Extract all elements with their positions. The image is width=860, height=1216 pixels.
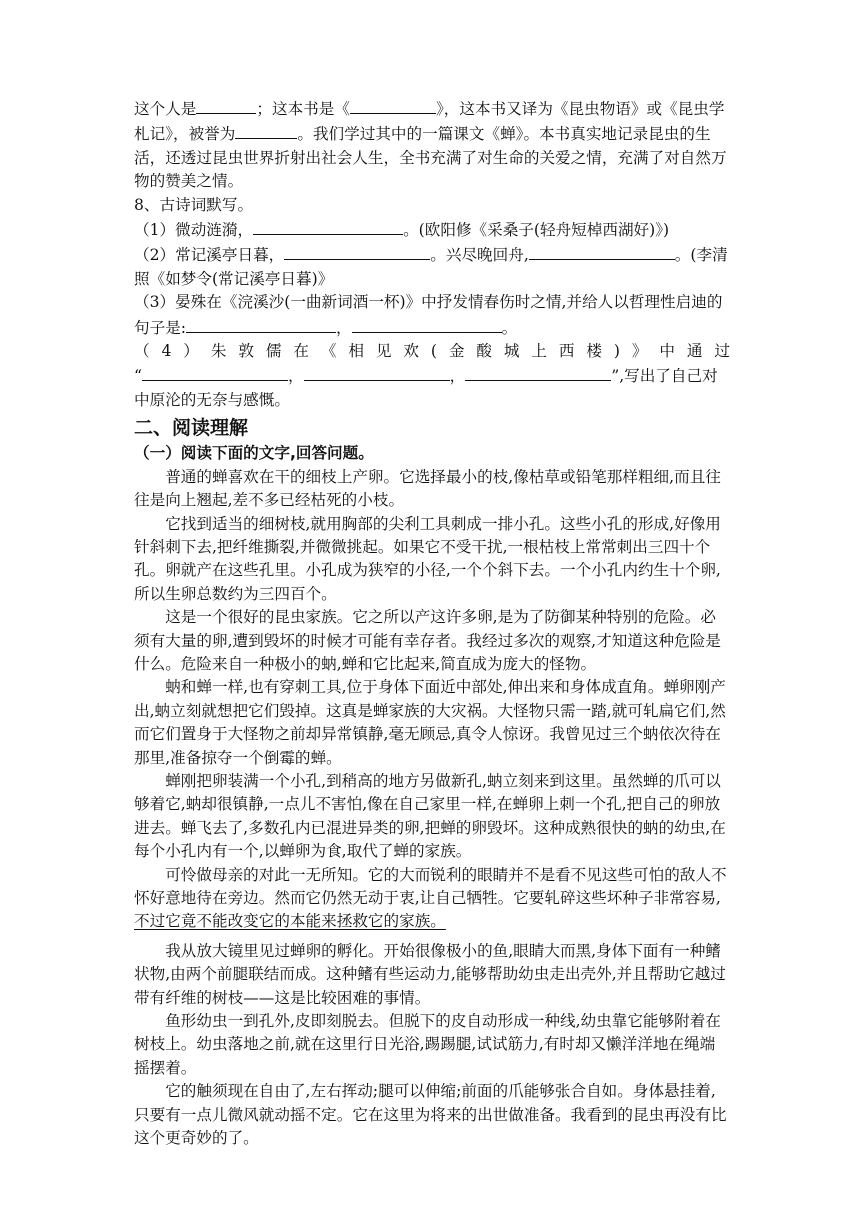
q8-1-text: （1）微动涟漪， <box>134 221 254 240</box>
q8-2-text-mid: 。兴尽晚回舟, <box>430 246 529 265</box>
passage-p6-text: 可怜做母亲的对此一无所知。它的大而锐利的眼睛并不是看不见这些可怕的敌人不怀好意地待在旁边。然而它仍然无动于衷,让自己牺牲。它要轧碎这些坏种子非常容易, <box>134 865 727 907</box>
question-8-item-1 <box>134 217 730 242</box>
intro-text-4: 。我们学过其中的一篇课文《蝉》。本书真实地记录昆虫的生活，还透过昆虫世界折射出社会人生，全书充满了对生命的关爱之情，充满了对自然万物的赞美之情。 <box>134 125 727 191</box>
answer-blank-q8-1[interactable] <box>253 217 403 235</box>
q8-3-text: （3）晏殊在《浣溪沙(一曲新词酒一杯)》中抒发情春伤时之情,并给人以哲理性启迪的句子是: <box>134 293 723 337</box>
q8-2-text: （2）常记溪亭日暮， <box>134 246 285 265</box>
passage-paragraph <box>134 864 730 934</box>
answer-blank-q8-4b[interactable] <box>304 363 450 381</box>
answer-blank-q8-2a[interactable] <box>284 242 430 260</box>
answer-blank-q8-4c[interactable] <box>465 363 611 381</box>
answer-blank-author[interactable] <box>196 96 256 114</box>
answer-blank-q8-3b[interactable] <box>352 315 502 333</box>
q8-3-end: 。 <box>501 318 518 337</box>
passage-paragraph: 我从放大镜里见过蝉卵的孵化。开始很像极小的鱼,眼睛大而黑,身体下面有一种鳍状物,由两个前腿联结而成。这种鳍有些运动力,能够帮助幼虫走出壳外,并且帮助它越过带有纤维的树枝——这是比较困难的事情。 <box>134 941 726 1007</box>
question-8-item-2 <box>134 242 730 291</box>
q8-4-text-end: ,写出了自己对中原沦的无奈与感慨。 <box>134 367 718 409</box>
section-2-subheading: （一）阅读下面的文字,回答问题。 <box>134 444 374 463</box>
passage-paragraph: 它的触须现在自由了,左右挥动;腿可以伸缩;前面的爪能够张合自如。身体悬挂着,只要有一点儿微风就动摇不定。它在这里为将来的出世做准备。我看到的昆虫再没有比这个更奇妙的了。 <box>134 1082 727 1148</box>
answer-blank-praise[interactable] <box>235 121 297 139</box>
q8-4-sep-2: ， <box>449 367 466 386</box>
passage-paragraph: 这是一个很好的昆虫家族。它之所以产这许多卵,是为了防御某种特别的危险。必须有大量的卵,遭到毁坏的时候才可能有幸存者。我经过多次的观察,才知道这种危险是什么。危险来自一种极小的蚋,蝉和它比起来,简直成为庞大的怪物。 <box>134 608 721 673</box>
passage-paragraph: 普通的蝉喜欢在干的细枝上产卵。它选择最小的枝,像枯草或铅笔那样粗细,而且往往是向上翘起,差不多已经枯死的小枝。 <box>134 467 721 510</box>
intro-paragraph <box>134 96 730 194</box>
passage-paragraph: 蝉刚把卵装满一个小孔,到稍高的地方另做新孔,蚋立刻来到这里。虽然蝉的爪可以够着它,蚋却很镇静,一点儿不害怕,像在自己家里一样,在蝉卵上刺一个孔,把自己的卵放进去。蝉飞去了,多数孔内已混进异类的卵,把蝉的卵毁坏。这种成熟很快的蚋的幼虫,在每个小孔内有一个,以蝉卵为食,取代了蝉的家族。 <box>134 771 726 861</box>
document-page <box>134 96 730 1150</box>
question-8-title: 8、古诗词默写。 <box>134 195 254 214</box>
q8-4-quote-close: ” <box>611 367 620 386</box>
question-8-item-4 <box>134 363 730 412</box>
underlined-sentence: 不过它竟不能改变它的本能来拯救它的家族。 <box>134 912 446 931</box>
question-8-item-3 <box>134 291 730 340</box>
passage-paragraph: 它找到适当的细树枝,就用胸部的尖利工具刺成一排小孔。这些小孔的形成,好像用针斜刺下去,把纤维撕裂,并微微挑起。如果它不受干扰,一根枯枝上常常刺出三四十个孔。卵就产在这些孔里。小孔成为狭窄的小径,一个个斜下去。一个小孔内约生十个卵,所以生卵总数约为三四百个。 <box>134 514 721 603</box>
q8-1-source: 。(欧阳修《采桑子(轻舟短棹西湖好)》) <box>403 221 670 240</box>
q8-4-sep-1: ， <box>287 367 304 386</box>
q8-3-sep: ， <box>336 318 352 337</box>
answer-blank-q8-4a[interactable] <box>142 363 288 381</box>
answer-blank-book[interactable] <box>350 96 436 114</box>
intro-text-1: 这个人是 <box>134 100 197 118</box>
answer-blank-q8-2b[interactable] <box>529 242 675 260</box>
q8-4-quote-open: “ <box>134 367 142 386</box>
q8-2-source: 。(李清照《如梦令(常记溪亭日暮)》 <box>134 246 728 288</box>
section-2-title: 二、阅读理解 <box>134 417 249 440</box>
answer-blank-q8-3a[interactable] <box>186 315 336 333</box>
passage-paragraph: 蚋和蝉一样,也有穿刺工具,位于身体下面近中部处,伸出来和身体成直角。蝉卵刚产出,蚋立刻就想把它们毁掉。这真是蝉家族的大灾祸。大怪物只需一踏,就可轧扁它们,然而它们置身于大怪物之前却异常镇静,毫无顾忌,真令人惊讶。我曾见过三个蚋依次待在那里,准备掠夺一个倒霉的蝉。 <box>134 678 726 767</box>
passage-paragraph: 鱼形幼虫一到孔外,皮即刻脱去。但脱下的皮自动形成一种线,幼虫靠它能够附着在树枝上。幼虫落地之前,就在这里行日光浴,踢踢腿,试试筋力,有时却又懒洋洋地在绳端摇摆着。 <box>134 1012 721 1077</box>
intro-text-2: ；这本书是《 <box>256 100 350 118</box>
intro-text-3: 》，这本书又译为《昆虫物语》或《昆虫学札记》，被誉为 <box>134 100 725 144</box>
question-8-item-4-line1: （4）朱敦儒在《相见欢(金酸城上西楼)》中通过 <box>134 342 730 361</box>
